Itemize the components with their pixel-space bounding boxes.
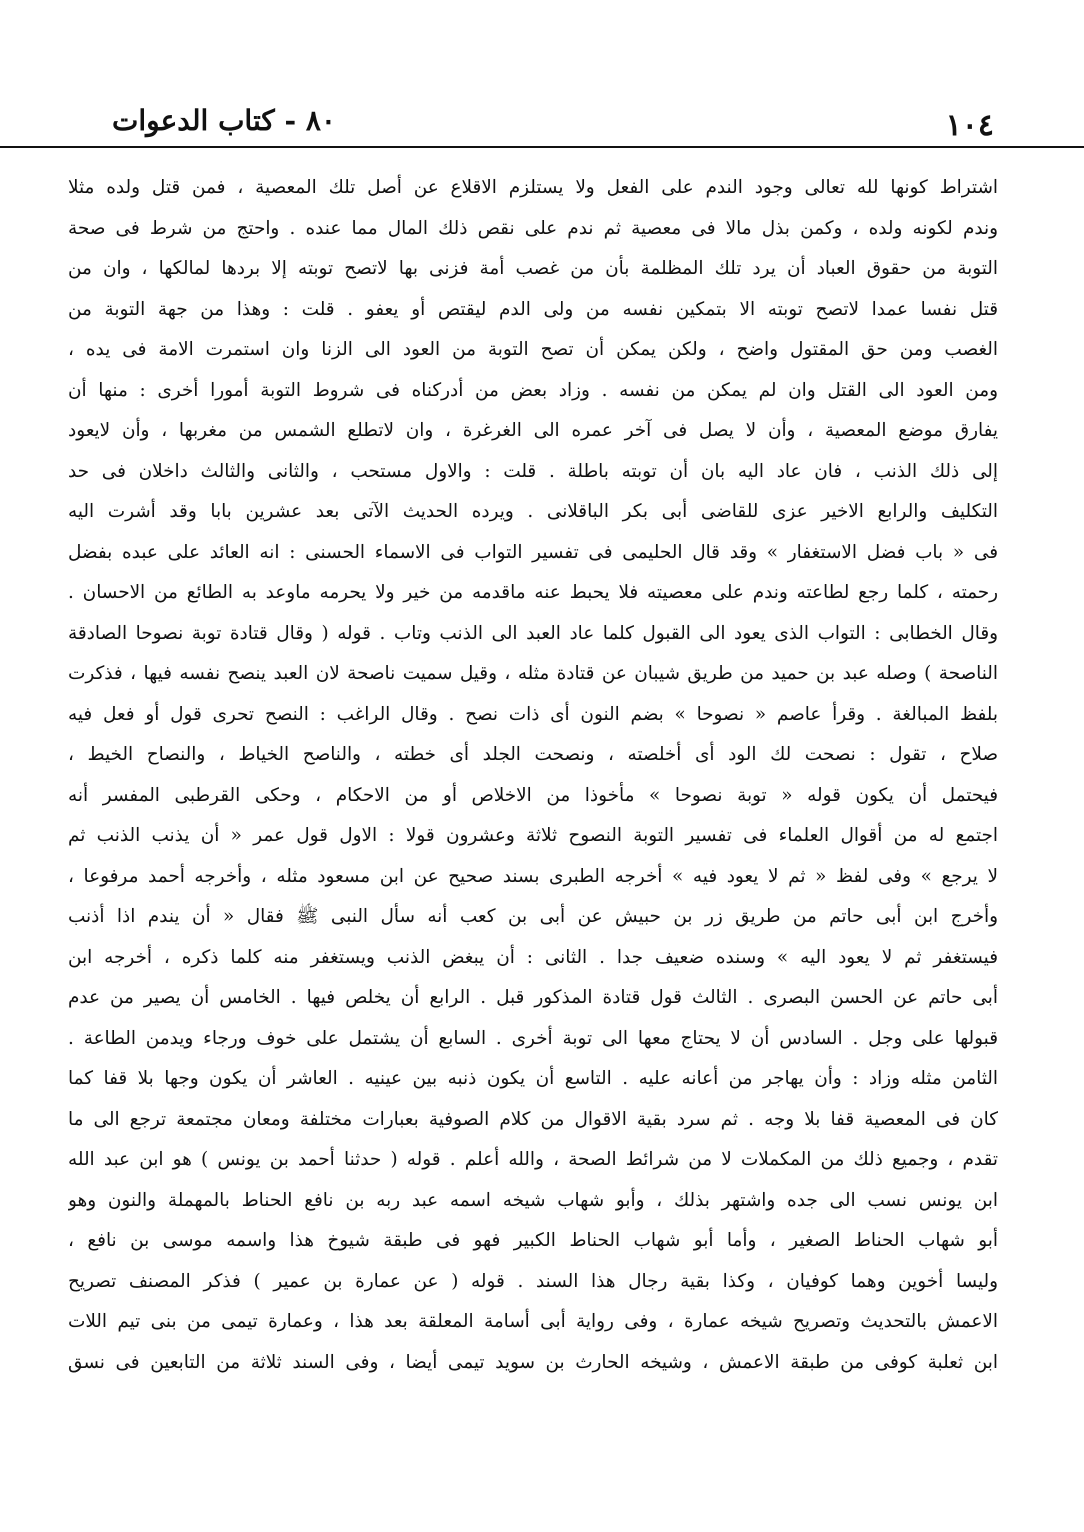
text-line: إلى ذلك الذنب ، فان عاد اليه بان أن توبته باطلة . قلت : والاول مستحب ، والثانى والثالث داخلان فى حد (68, 460, 998, 482)
text-line: اشتراط كونها لله تعالى وجود الندم على الفعل ولا يستلزم الاقلاع عن أصل تلك المعصية ، فمن قتل ولده مثلا (68, 177, 998, 198)
text-line: قبولها على وجل . السادس أن لا يحتاج معها الى توبة أخرى . السابع أن يشتمل على خوف ورجاء ويدمن الطاعة . (68, 1027, 998, 1049)
text-line: وندم لكونه ولده ، وكمن بذل مالا فى معصية ثم ندم على نقص ذلك المال مما عنده . واحتج من شرط فى صحة (68, 217, 998, 239)
running-title: ٨٠ - كتاب الدعوات (112, 104, 336, 137)
body-text (68, 168, 998, 1383)
page-header (68, 0, 998, 145)
text-line: فيستغفر ثم لا يعود اليه » وسنده ضعيف جدا . الثانى : أن يبغض الذنب ويستغفر منه كلما ذكره ، أخرجه ابن (68, 946, 998, 968)
text-line: فى « باب فضل الاستغفار » وقد قال الحليمى فى تفسير التواب فى الاسماء الحسنى : انه العائد على عبده بفضل (68, 541, 998, 563)
text-line: فيحتمل أن يكون قوله « توبة نصوحا » مأخوذا من الاخلاص أو من الاحكام ، وحكى القرطبى المفسر أنه (68, 784, 998, 806)
text-line: لا يرجع » وفى لفظ « ثم لا يعود فيه » أخرجه الطبرى بسند صحيح عن ابن مسعود مثله ، وأخرجه أحمد مرفوعا ، (68, 865, 998, 887)
text-line: الغصب ومن حق المقتول واضح ، ولكن يمكن أن تصح التوبة من العود الى الزنا وان استمرت الامة فى يده ، (68, 339, 998, 360)
text-line: ابن ثعلبة كوفى من طبقة الاعمش ، وشيخه الحارث بن سويد تيمى أيضا ، وفى السند ثلاثة من التابعين فى نسق (68, 1351, 998, 1373)
text-line: الناصحة ) وصله عبد بن حميد من طريق شيبان عن قتادة مثله ، وقيل سميت ناصحة لان العبد ينصح نفسه فيها ، فذكرت (68, 663, 998, 684)
text-line: التكليف والرابع الاخير عزى للقاضى أبى بكر الباقلانى . ويرده الحديث الآتى بعد عشرين بابا وقد أشرت اليه (68, 501, 998, 522)
text-line: ابن يونس نسب الى جده واشتهر بذلك ، وأبو شهاب شيخه اسمه عبد ربه بن نافع الحناط بالمهملة والنون وهو (68, 1189, 998, 1211)
text-line: تقدم ، وجميع ذلك من المكملات لا من شرائط الصحة ، والله أعلم . قوله ( حدثنا أحمد بن يونس ) هو ابن عبد الله (68, 1149, 998, 1170)
text-line: أبى حاتم عن الحسن البصرى . الثالث قول قتادة المذكور قبل . الرابع أن يخلص فيها . الخامس أن يصير من عدم (68, 987, 998, 1008)
text-line: قتل نفسا عمدا لاتصح توبته الا بتمكين نفسه من ولى الدم ليقتص أو يعفو . قلت : وهذا من جهة التوبة من (68, 298, 998, 320)
text-line: الثامن مثله وزاد : وأن يهاجر من أعانه عليه . التاسع أن يكون ذنبه بين عينيه . العاشر أن يكون وجها بلا قفا كما (68, 1068, 998, 1089)
text-line: ومن العود الى القتل وان لم يمكن من نفسه . وزاد بعض من أدركناه فى شروط التوبة أمورا أخرى : منها أن (68, 379, 998, 401)
text-line: وليسا أخوين وهما كوفيان ، وكذا بقية رجال هذا السند . قوله ( عن عمارة بن عمير ) فذكر المصنف تصريح (68, 1270, 998, 1292)
text-line: رحمته ، كلما رجع لطاعته وندم على معصيته فلا يحبط عنه ماقدمه من خير ولا يحرمه ماوعد به الطائع من الاحسان . (68, 582, 998, 603)
text-line: بلفظ المبالغة . وقرأ عاصم « نصوحا » بضم النون أى ذات نصح . وقال الراغب : النصح تحرى قول أو فعل فيه (68, 703, 998, 725)
text-line: التوبة من حقوق العباد أن يرد تلك المظلمة بأن من غصب أمة فزنى بها لاتصح توبته إلا بردها لمالكها ، وان من (68, 258, 998, 279)
page-number: ١٠٤ (945, 108, 994, 143)
header-rule (0, 146, 1084, 148)
text-line: يفارق موضع المعصية ، وأن لا يصل فى آخر عمره الى الغرغرة ، وان لاتطلع الشمس من مغربها ، وأن لايعود (68, 420, 998, 441)
text-line: صلاح ، تقول : نصحت لك الود أى أخلصته ، ونصحت الجلد أى خطته ، والناصح الخياط ، والنصاح الخيط ، (68, 744, 998, 765)
text-line: كان فى المعصية قفا بلا وجه . ثم سرد بقية الاقوال من كلام الصوفية بعبارات مختلفة ومعان مجتمعة ترجع الى ما (68, 1108, 998, 1130)
text-line: أبو شهاب الحناط الصغير ، وأما أبو شهاب الحناط الكبير فهو فى طبقة شيوخ هذا واسمه موسى بن نافع ، (68, 1230, 998, 1251)
text-line: وأخرج ابن أبى حاتم من طريق زر بن حبيش عن أبى بن كعب أنه سأل النبى ﷺ فقال « أن يندم اذا أذنب (68, 906, 998, 927)
text-line: الاعمش بالتحديث وتصريح شيخه عمارة ، وفى رواية أبى أسامة المعلقة بعد هذا ، وعمارة تيمى من بنى تيم اللات (68, 1311, 998, 1332)
text-line: وقال الخطابى : التواب الذى يعود الى القبول كلما عاد العبد الى الذنب وتاب . قوله ( وقال قتادة توبة نصوحا الصادقة (68, 622, 998, 644)
text-line: اجتمع له من أقوال العلماء فى تفسير التوبة النصوح ثلاثة وعشرون قولا : الاول قول عمر « أن يذنب الذنب ثم (68, 825, 998, 846)
